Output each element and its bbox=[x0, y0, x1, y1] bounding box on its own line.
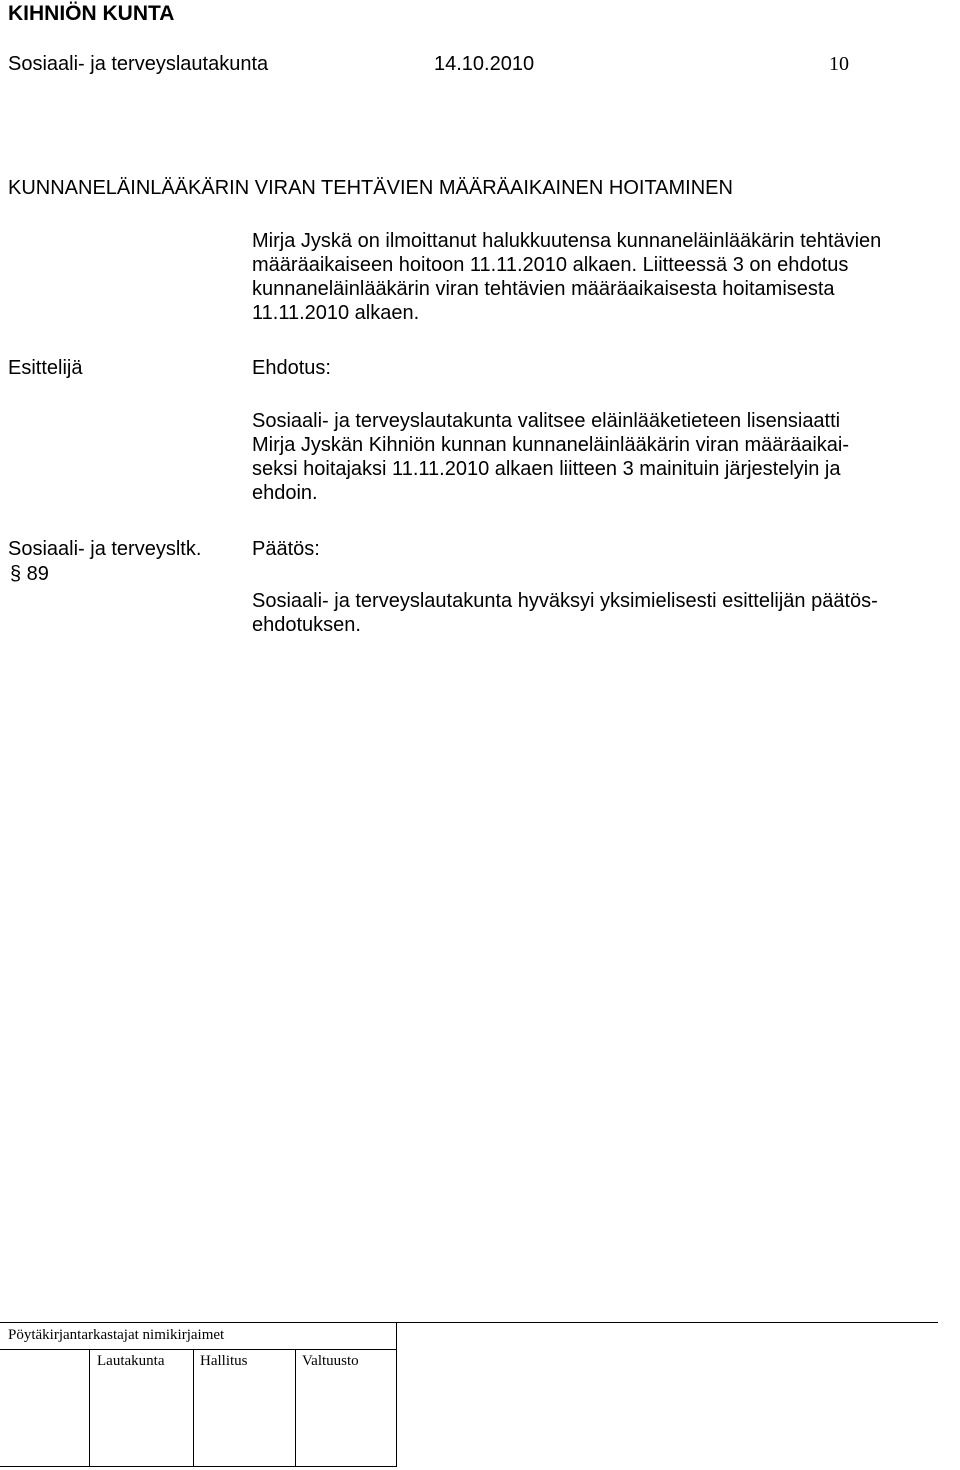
proposal-line: Mirja Jyskän Kihniön kunnan kunnaneläinlääkärin viran määräaikai- bbox=[252, 434, 849, 456]
initials-box bbox=[0, 1323, 397, 1467]
proposal-line: seksi hoitajaksi 11.11.2010 alkaen liitteen 3 mainituin järjestelyin ja bbox=[252, 458, 841, 480]
initials-column-divider bbox=[89, 1349, 90, 1467]
intro-line: Mirja Jyskä on ilmoittanut halukkuutensa kunnaneläinlääkärin tehtävien bbox=[252, 230, 882, 252]
proposal-label: Ehdotus: bbox=[252, 357, 331, 379]
meeting-date: 14.10.2010 bbox=[434, 53, 535, 75]
intro-line: määräaikaiseen hoitoon 11.11.2010 alkaen. Liitteessä 3 on ehdotus bbox=[252, 254, 849, 276]
section-number: § 89 bbox=[10, 563, 49, 585]
proposal-line: ehdoin. bbox=[252, 482, 318, 504]
decision-line: ehdotuksen. bbox=[252, 614, 361, 636]
initials-column-hallitus: Hallitus bbox=[200, 1353, 248, 1369]
initials-column-divider bbox=[193, 1349, 194, 1467]
proposal-line: Sosiaali- ja terveyslautakunta valitsee eläinlääketieteen lisensiaatti bbox=[252, 410, 841, 432]
page-number: 10 bbox=[829, 53, 849, 75]
intro-paragraph bbox=[252, 229, 952, 325]
agenda-item-title: KUNNANELÄINLÄÄKÄRIN VIRAN TEHTÄVIEN MÄÄRÄAIKAINEN HOITAMINEN bbox=[8, 177, 733, 199]
decision-line: Sosiaali- ja terveyslautakunta hyväksyi yksimielisesti esittelijän päätös- bbox=[252, 590, 878, 612]
initials-box-divider bbox=[0, 1349, 397, 1350]
initials-column-valtuusto: Valtuusto bbox=[302, 1353, 359, 1369]
intro-line: 11.11.2010 alkaen. bbox=[252, 302, 420, 324]
committee-name: Sosiaali- ja terveyslautakunta bbox=[8, 53, 269, 75]
initials-title: Pöytäkirjantarkastajat nimikirjaimet bbox=[8, 1327, 225, 1343]
presenter-label: Esittelijä bbox=[8, 357, 83, 379]
organization-name: KIHNIÖN KUNTA bbox=[8, 2, 175, 25]
intro-line: kunnaneläinlääkärin viran tehtävien määräaikaisesta hoitamisesta bbox=[252, 278, 835, 300]
committee-short-name: Sosiaali- ja terveysltk. bbox=[8, 538, 202, 560]
initials-column-divider bbox=[295, 1349, 296, 1467]
initials-column-lautakunta: Lautakunta bbox=[97, 1353, 165, 1369]
decision-label: Päätös: bbox=[252, 538, 320, 560]
decision-paragraph bbox=[252, 589, 952, 637]
proposal-paragraph bbox=[252, 409, 952, 505]
